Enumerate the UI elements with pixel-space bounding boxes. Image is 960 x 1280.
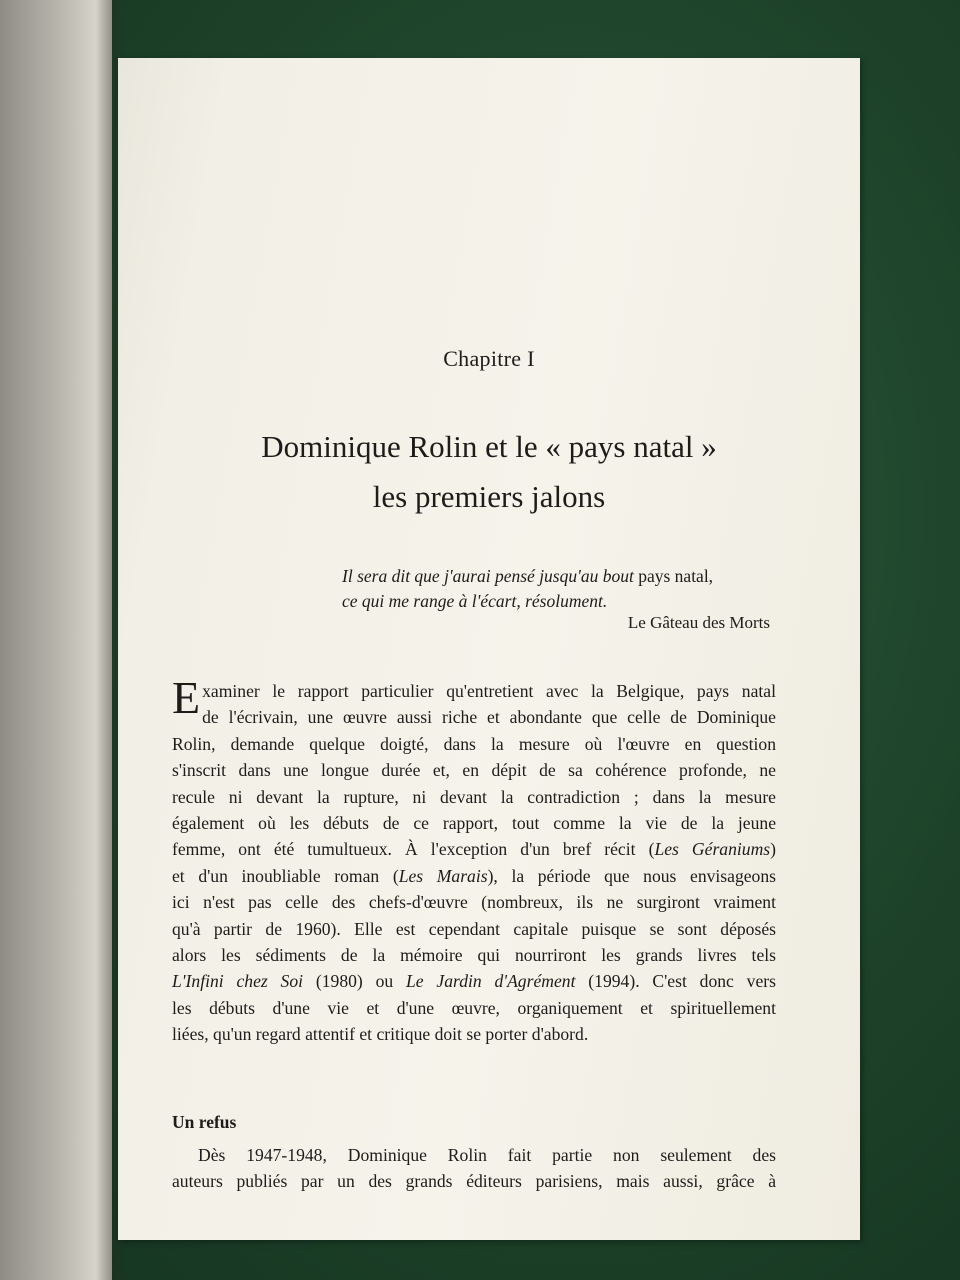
- body-line-7: [172, 836, 776, 862]
- body-line-4: s'inscrit dans une longue durée et, en dépit de sa cohérence profonde, ne: [172, 760, 776, 781]
- drop-cap: E: [172, 672, 201, 723]
- body-line-2: de l'écrivain, une œuvre aussi riche et abondante que celle de Dominique: [202, 707, 776, 728]
- body-line-13: les débuts d'une vie et d'une œuvre, organiquement et spirituellement: [172, 997, 776, 1018]
- chapter-title-line-2: les premiers jalons: [372, 479, 606, 514]
- epigraph-line-1-upright: pays natal,: [633, 566, 714, 586]
- epigraph-line-2: ce qui me range à l'écart, résolument.: [342, 591, 608, 611]
- body-line-8-a: et d'un inoubliable roman (: [172, 865, 399, 886]
- body-line-7-b: ): [770, 839, 776, 860]
- body-line-5: recule ni devant la rupture, ni devant la contradiction ; dans la mesure: [172, 786, 776, 807]
- epigraph-line-1-italic: Il sera dit que j'aurai pensé jusqu'au bout: [342, 566, 634, 586]
- epigraph: [342, 564, 776, 614]
- section-line-2: auteurs publiés par un des grands éditeurs parisiens, mais aussi, grâce à: [172, 1171, 776, 1192]
- body-line-10: qu'à partir de 1960). Elle est cependant capitale puisque se sont déposés: [172, 918, 776, 939]
- title-les-marais: Les Marais: [398, 865, 488, 886]
- body-line-8: [172, 863, 776, 889]
- body-line-9: ici n'est pas celle des chefs-d'œuvre (nombreux, ils ne surgiront vraiment: [172, 892, 776, 913]
- title-les-geraniums: Les Géraniums: [654, 839, 771, 860]
- body-line-14: liées, qu'un regard attentif et critique doit se porter d'abord.: [172, 1024, 589, 1045]
- body-line-3: Rolin, demande quelque doigté, dans la mesure où l'œuvre en question: [172, 733, 776, 754]
- body-line-6: également où les débuts de ce rapport, tout comme la vie de la jeune: [172, 813, 776, 834]
- chapter-label: Chapitre I: [443, 346, 535, 371]
- section-body: [172, 1142, 776, 1195]
- title-infini-chez-soi: L'Infini chez Soi: [172, 971, 304, 992]
- chapter-title-line-1: Dominique Rolin et le « pays natal »: [261, 429, 717, 464]
- epigraph-source: Le Gâteau des Morts: [627, 613, 770, 632]
- epigraph-line-1: [342, 564, 776, 589]
- section-line-1: Dès 1947-1948, Dominique Rolin fait partie non seulement des: [198, 1145, 776, 1165]
- chapter-title: [118, 422, 860, 522]
- body-line-12-a: (1980) ou: [303, 971, 406, 992]
- section-heading: Un refus: [172, 1112, 237, 1132]
- body-line-12: [172, 968, 776, 994]
- body-line-8-b: ), la période que nous envisageons: [487, 865, 776, 886]
- body-line-11: alors les sédiments de la mémoire qui nourriront les grands livres tels: [172, 945, 776, 966]
- chapter-body: [172, 672, 776, 1048]
- body-line-12-b: (1994). C'est donc vers: [575, 971, 776, 992]
- body-line-7-a: femme, ont été tumultueux. À l'exception d'un bref récit (: [172, 839, 655, 860]
- book-page: [118, 58, 860, 1240]
- title-jardin-agrement: Le Jardin d'Agrément: [406, 971, 576, 992]
- body-line-1: xaminer le rapport particulier qu'entretient avec la Belgique, pays natal: [202, 681, 776, 701]
